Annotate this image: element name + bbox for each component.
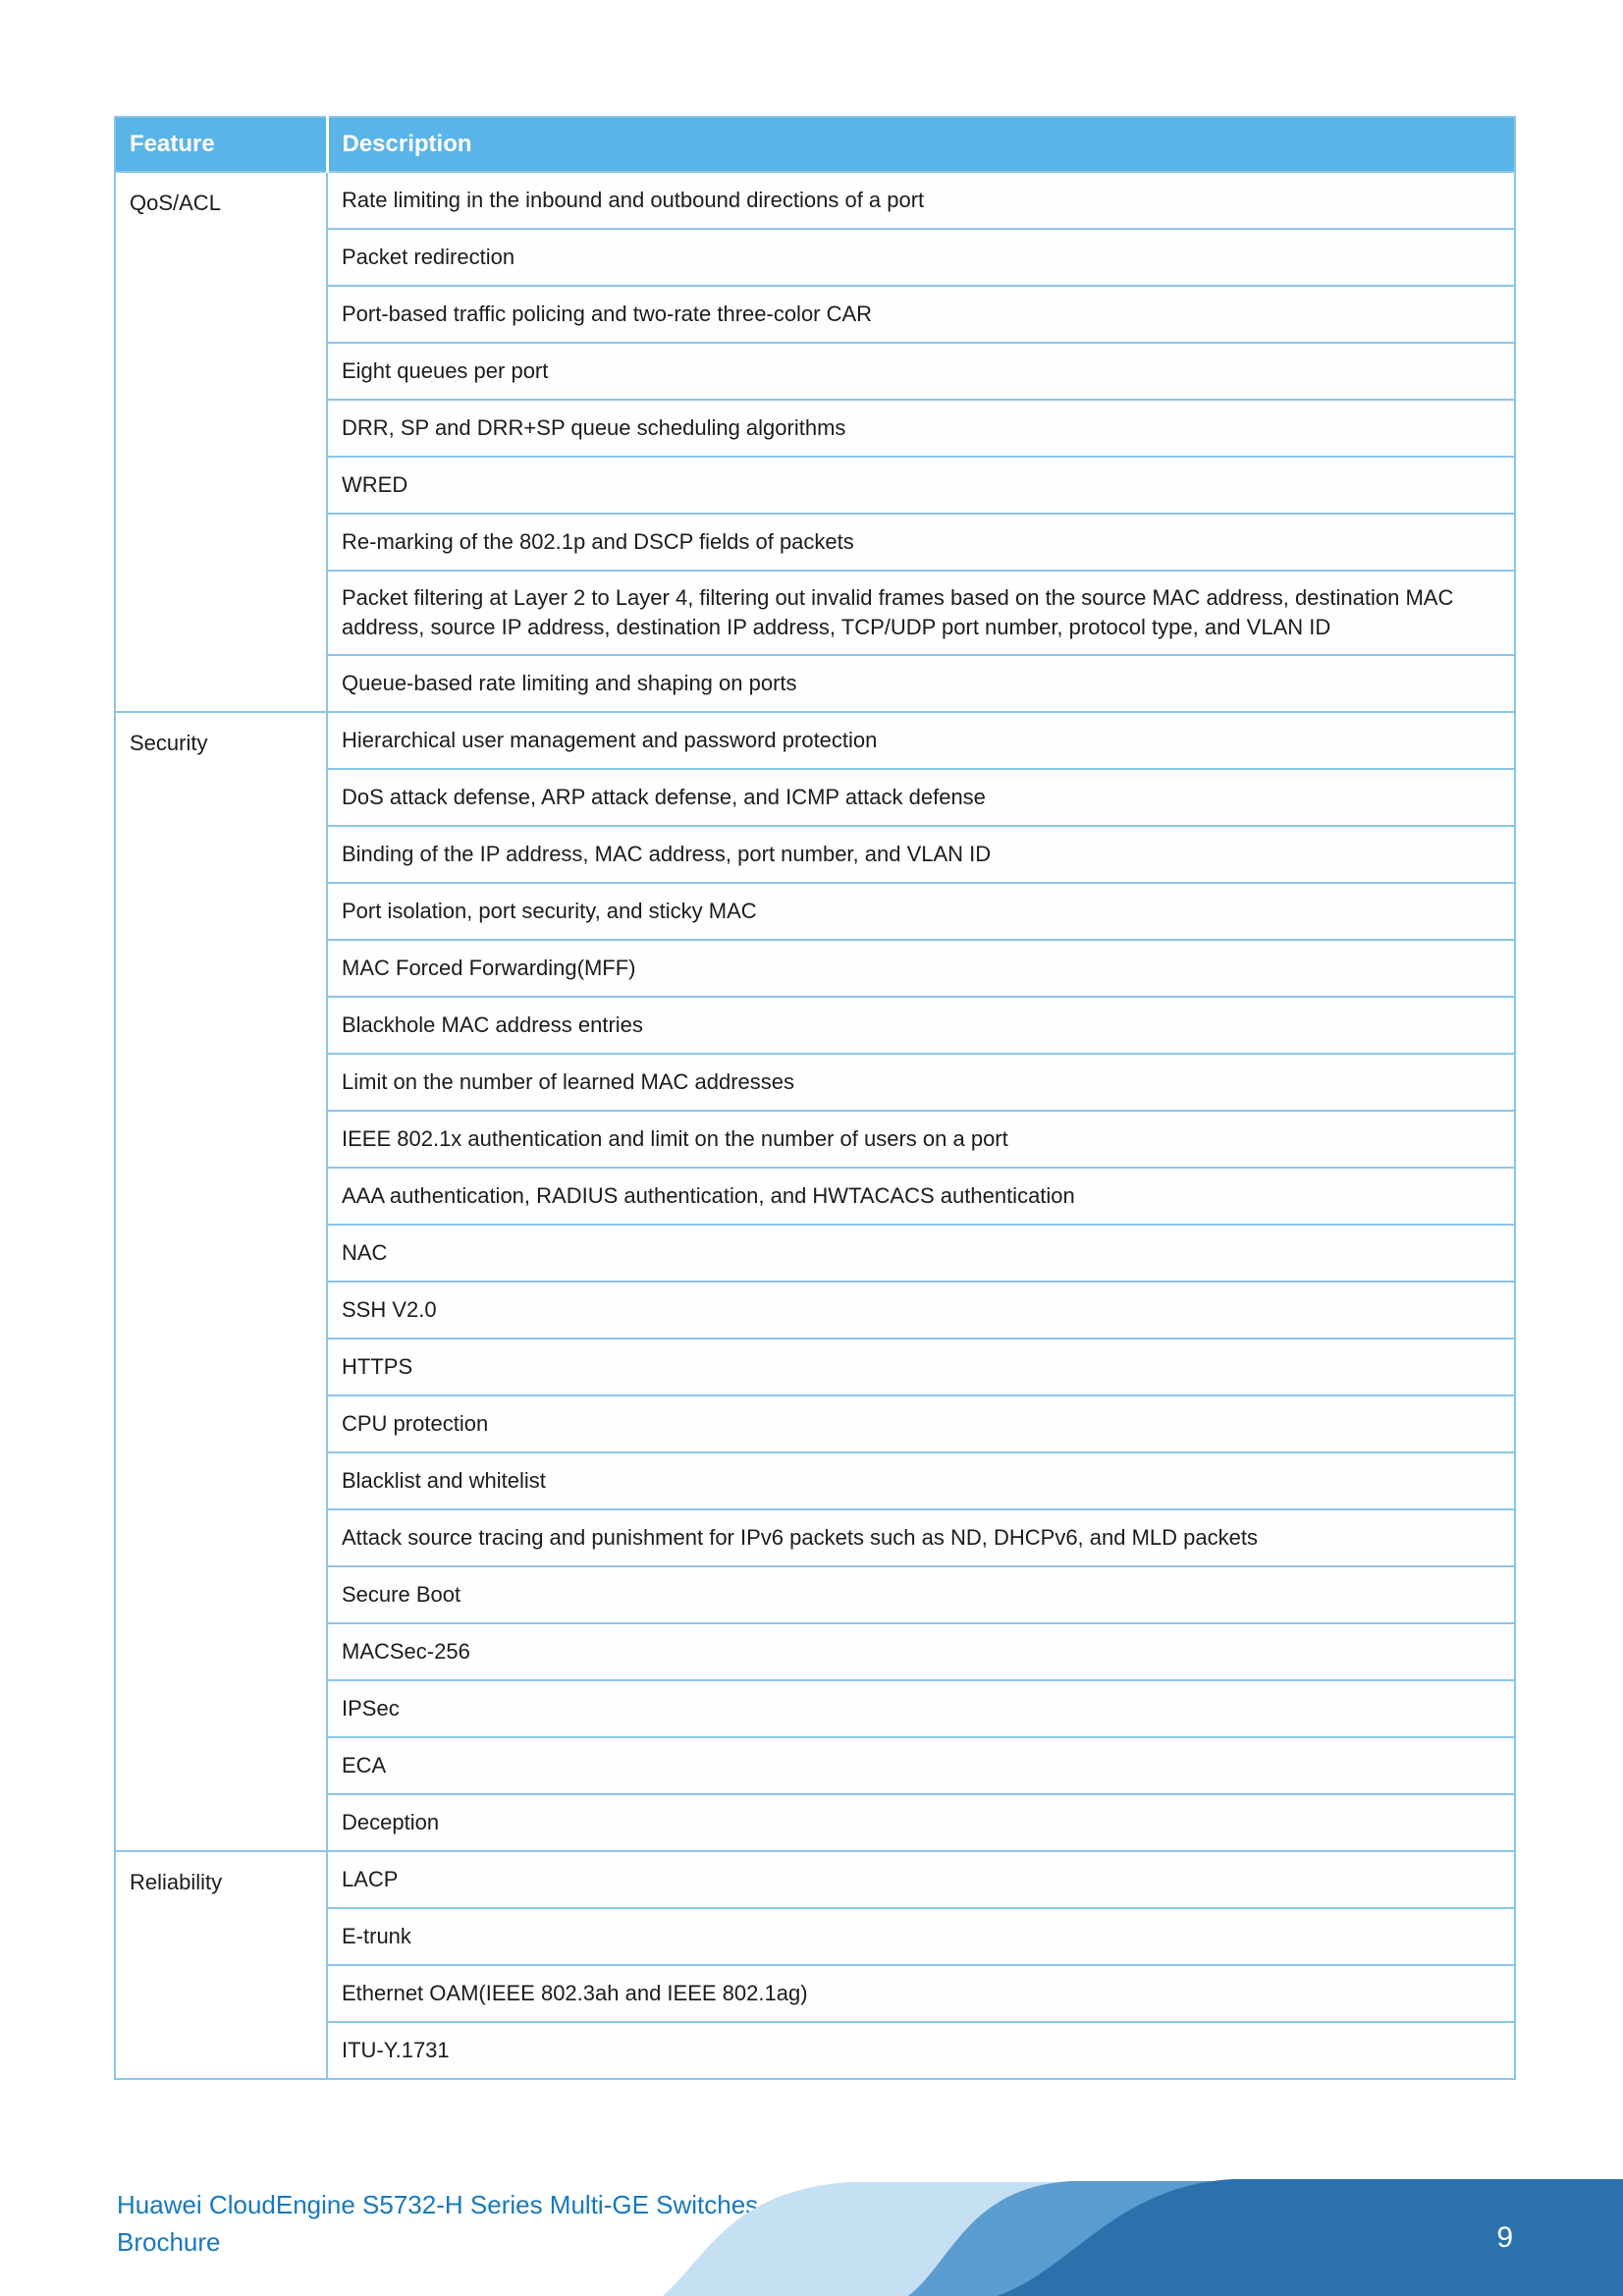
table-row [115,1851,1515,1908]
description-column-header: Description [327,117,1515,172]
description-cell: Packet filtering at Layer 2 to Layer 4, filtering out invalid frames based on the source MAC address, destination MAC address, source IP address, destination IP address, TCP/UDP port number, protocol type, and VLAN ID [327,571,1515,655]
description-cell: WRED [327,457,1515,514]
description-cell: Blackhole MAC address entries [327,997,1515,1054]
footer-title-line2: Brochure [117,2227,221,2257]
description-cell: Binding of the IP address, MAC address, port number, and VLAN ID [327,826,1515,883]
description-cell: ITU-Y.1731 [327,2022,1515,2079]
table-row [115,712,1515,769]
description-cell: Ethernet OAM(IEEE 802.3ah and IEEE 802.1ag) [327,1965,1515,2022]
page-number: 9 [1496,2221,1513,2254]
description-cell: AAA authentication, RADIUS authentication, and HWTACACS authentication [327,1168,1515,1225]
description-cell: DRR, SP and DRR+SP queue scheduling algorithms [327,400,1515,457]
table-row [115,172,1515,229]
feature-cell-reliability: Reliability [115,1851,327,2079]
description-cell: LACP [327,1851,1515,1908]
feature-cell-security: Security [115,712,327,1851]
description-cell: MAC Forced Forwarding(MFF) [327,940,1515,997]
footer-title-line1: Huawei CloudEngine S5732-H Series Multi-GE Switches [117,2190,759,2219]
description-cell: CPU protection [327,1395,1515,1452]
description-cell: E-trunk [327,1908,1515,1965]
feature-cell-qos-acl: QoS/ACL [115,172,327,712]
description-cell: Hierarchical user management and password protection [327,712,1515,769]
description-cell: NAC [327,1225,1515,1282]
description-cell: Eight queues per port [327,343,1515,400]
table-header-row [115,117,1515,172]
description-cell: Limit on the number of learned MAC addresses [327,1054,1515,1111]
description-cell: Re-marking of the 802.1p and DSCP fields of packets [327,514,1515,571]
description-cell: SSH V2.0 [327,1282,1515,1339]
description-cell: ECA [327,1737,1515,1794]
description-cell: Port isolation, port security, and sticky MAC [327,883,1515,940]
description-cell: Rate limiting in the inbound and outbound directions of a port [327,172,1515,229]
description-cell: Deception [327,1794,1515,1851]
description-cell: Blacklist and whitelist [327,1452,1515,1509]
description-cell: DoS attack defense, ARP attack defense, and ICMP attack defense [327,769,1515,826]
feature-table [114,116,1516,2080]
description-cell: Port-based traffic policing and two-rate three-color CAR [327,286,1515,343]
description-cell: MACSec-256 [327,1623,1515,1680]
description-cell: Secure Boot [327,1566,1515,1623]
feature-column-header: Feature [115,117,327,172]
description-cell: IPSec [327,1680,1515,1737]
description-cell: IEEE 802.1x authentication and limit on the number of users on a port [327,1111,1515,1168]
footer-wave-graphic [0,2100,1623,2296]
description-cell: Attack source tracing and punishment for IPv6 packets such as ND, DHCPv6, and MLD packets [327,1509,1515,1566]
description-cell: Packet redirection [327,229,1515,286]
description-cell: Queue-based rate limiting and shaping on ports [327,655,1515,712]
description-cell: HTTPS [327,1339,1515,1395]
